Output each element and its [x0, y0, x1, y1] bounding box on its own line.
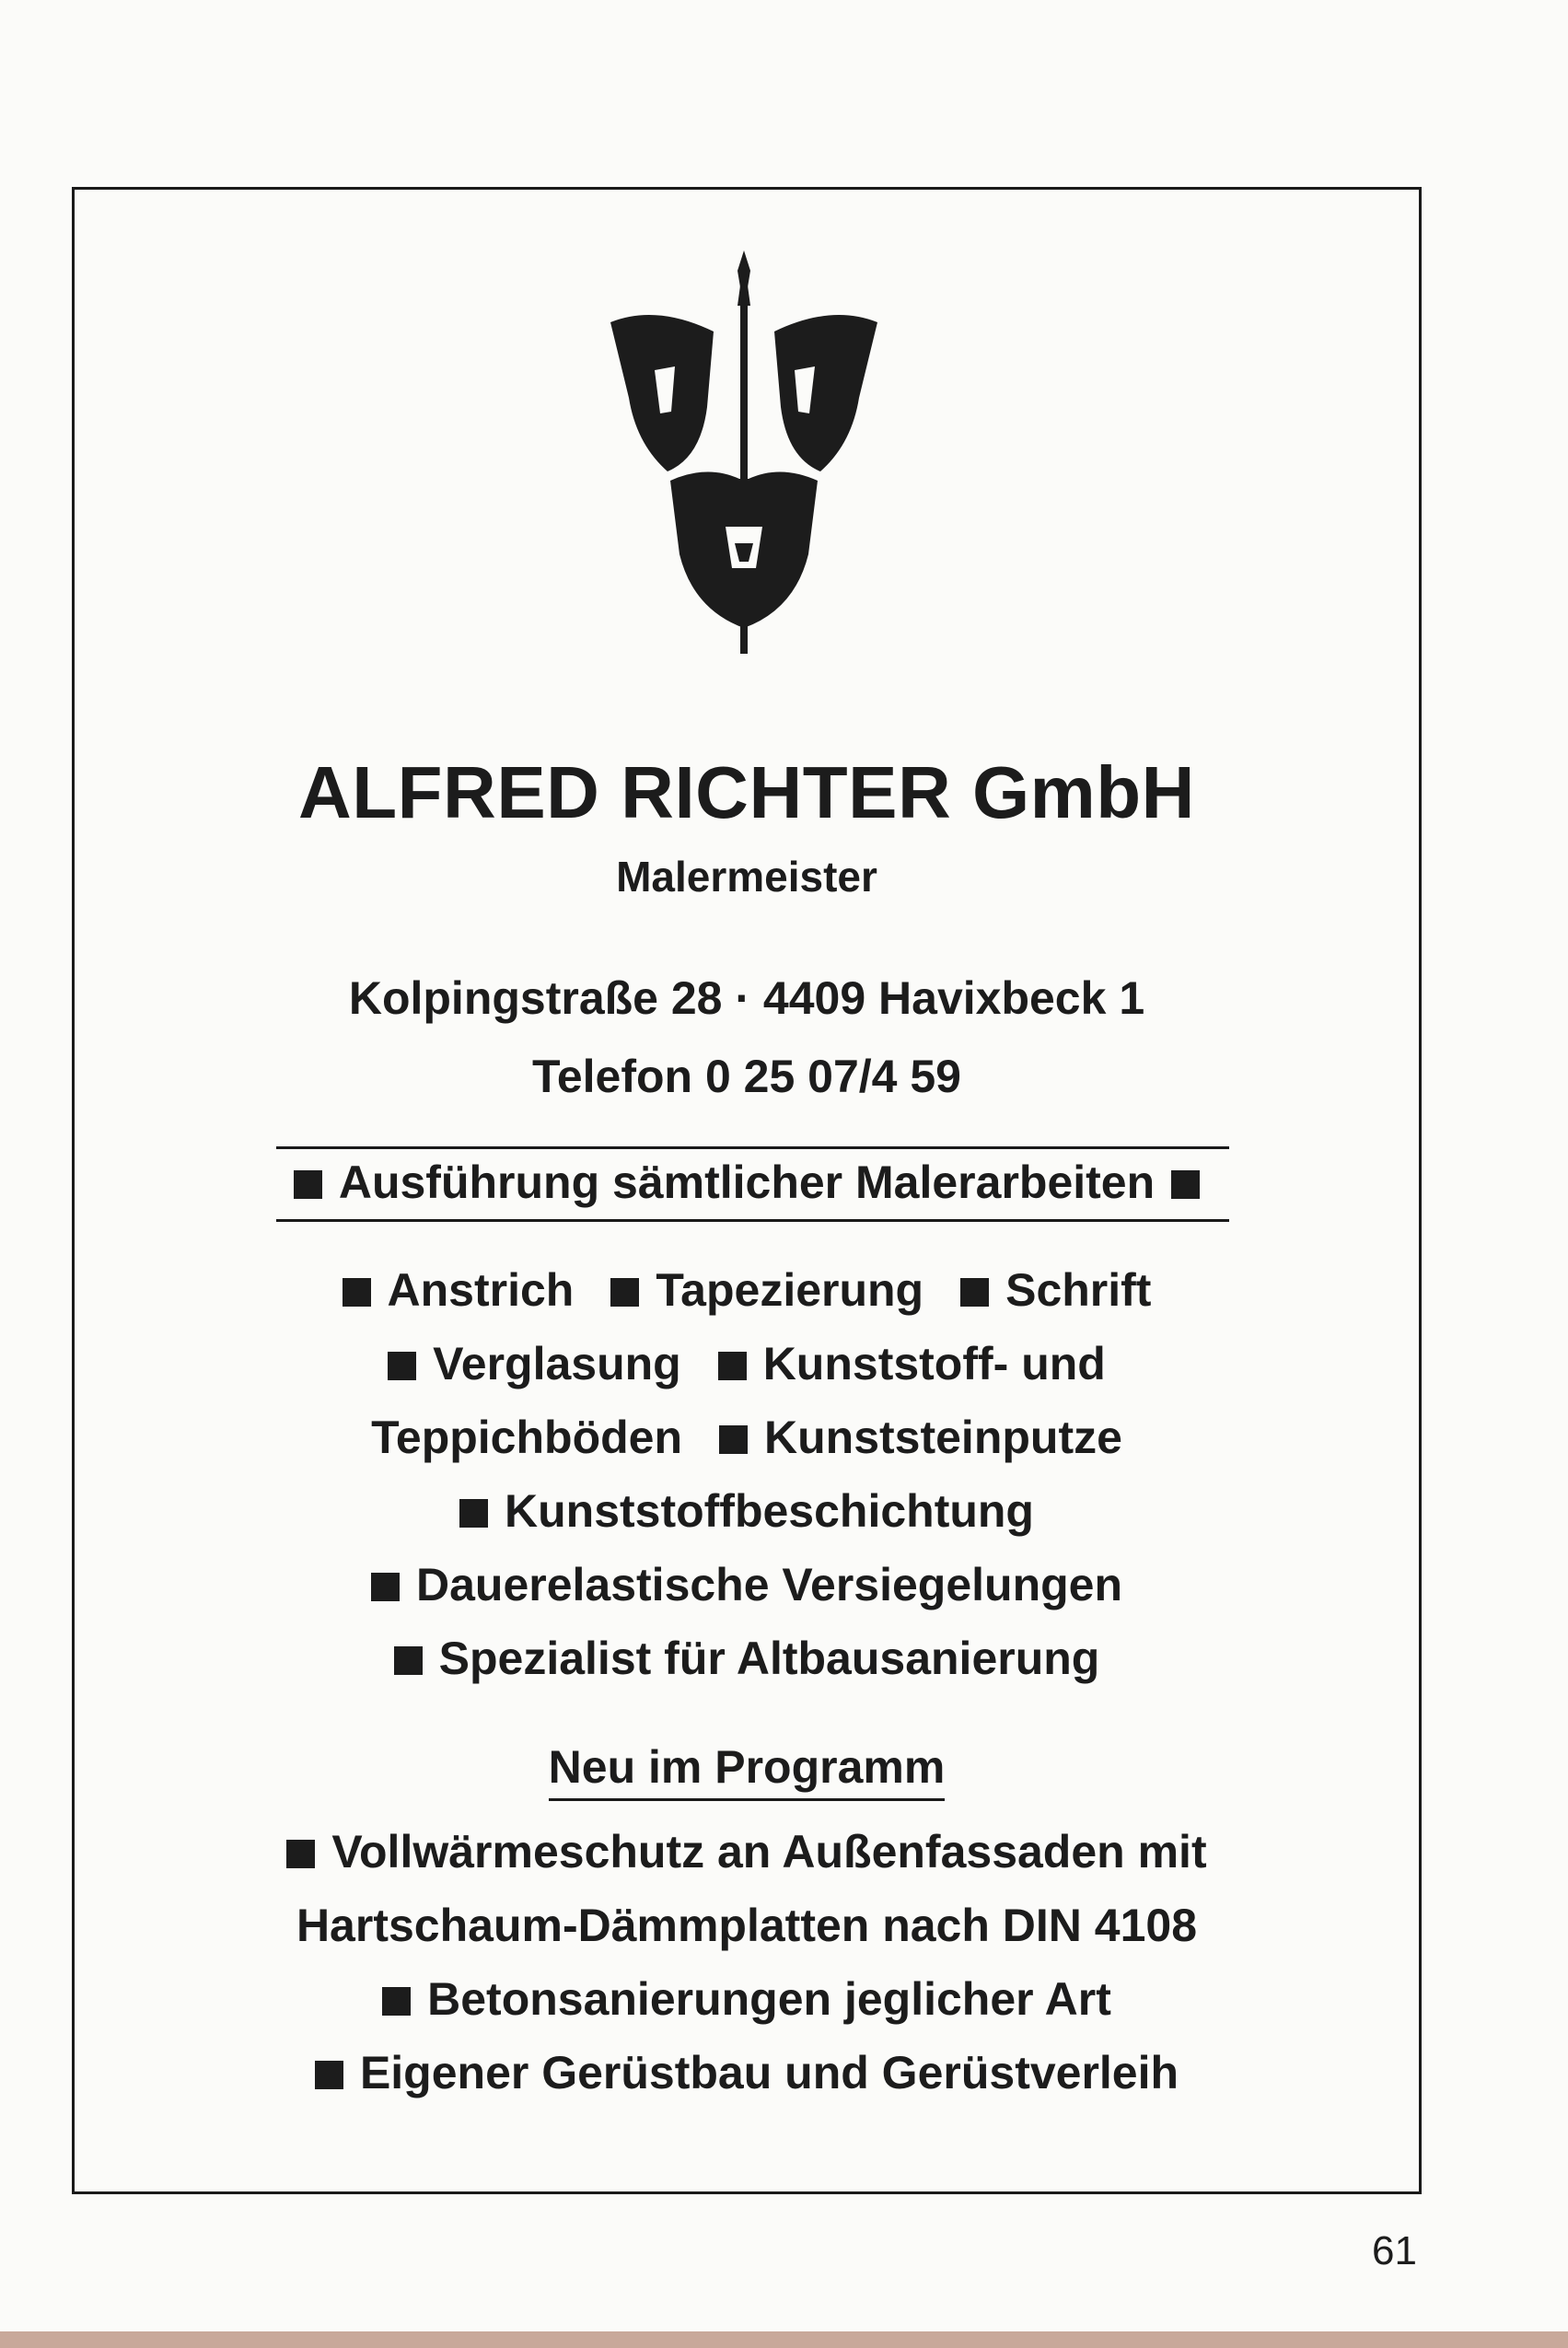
new-item-vollwaerme: Vollwärmeschutz an Außenfassaden mit: [331, 1826, 1207, 1877]
new-line-2: [72, 1899, 1422, 1952]
headline-rule-bottom: [276, 1219, 1229, 1222]
service-kunststoff: Kunststoff- und: [762, 1338, 1106, 1389]
service-beschichtung: Kunststoffbeschichtung: [505, 1485, 1034, 1537]
services-line-5: [72, 1558, 1422, 1611]
bullet-square-icon: [718, 1352, 747, 1380]
bullet-square-icon: [343, 1278, 371, 1307]
bullet-square-icon: [294, 1170, 322, 1199]
bullet-square-icon: [1171, 1170, 1200, 1199]
service-kunststeinputze: Kunststeinputze: [764, 1412, 1122, 1463]
service-verglasung: Verglasung: [433, 1338, 681, 1389]
headline: [72, 1156, 1422, 1209]
painter-shields-logo-icon: [610, 250, 877, 683]
service-versiegelungen: Dauerelastische Versiegelungen: [415, 1559, 1123, 1610]
company-subtitle: Malermeister: [616, 853, 877, 901]
company-name: ALFRED RICHTER GmbH: [298, 751, 1195, 833]
bullet-square-icon: [371, 1573, 400, 1601]
new-program-heading-text: Neu im Programm: [549, 1741, 946, 1801]
bullet-square-icon: [960, 1278, 989, 1307]
bullet-square-icon: [286, 1840, 315, 1868]
new-item-vollwaerme-cont: Hartschaum-Dämmplatten nach DIN 4108: [296, 1900, 1198, 1951]
service-tapezierung: Tapezierung: [656, 1264, 924, 1316]
bullet-square-icon: [388, 1352, 416, 1380]
new-item-geruest: Eigener Gerüstbau und Gerüstverleih: [359, 2047, 1179, 2098]
bullet-square-icon: [394, 1646, 423, 1675]
phone: Telefon 0 25 07/4 59: [532, 1051, 961, 1102]
scan-edge: [0, 2331, 1568, 2348]
services-line-3: [72, 1411, 1422, 1464]
new-program-heading: [72, 1740, 1422, 1794]
service-altbau: Spezialist für Altbausanierung: [438, 1633, 1100, 1684]
headline-rule-top: [276, 1146, 1229, 1149]
new-line-3: [72, 1972, 1422, 2026]
headline-text: Ausführung sämtlicher Malerarbeiten: [338, 1157, 1156, 1208]
new-item-beton: Betonsanierungen jeglicher Art: [427, 1973, 1111, 2025]
services-line-2: [72, 1337, 1422, 1390]
bullet-square-icon: [382, 1987, 411, 2016]
service-anstrich: Anstrich: [387, 1264, 575, 1316]
page-number: 61: [1372, 2228, 1417, 2273]
services-line-1: [72, 1263, 1422, 1317]
new-line-1: [72, 1825, 1422, 1878]
new-line-4: [72, 2046, 1422, 2099]
bullet-square-icon: [719, 1425, 748, 1454]
service-teppichboeden: Teppichböden: [371, 1412, 683, 1463]
bullet-square-icon: [459, 1499, 488, 1528]
bullet-square-icon: [610, 1278, 639, 1307]
services-line-4: [72, 1484, 1422, 1538]
service-schrift: Schrift: [1005, 1264, 1152, 1316]
services-line-6: [72, 1632, 1422, 1685]
bullet-square-icon: [315, 2061, 343, 2089]
address: Kolpingstraße 28 · 4409 Havixbeck 1: [348, 972, 1145, 1024]
